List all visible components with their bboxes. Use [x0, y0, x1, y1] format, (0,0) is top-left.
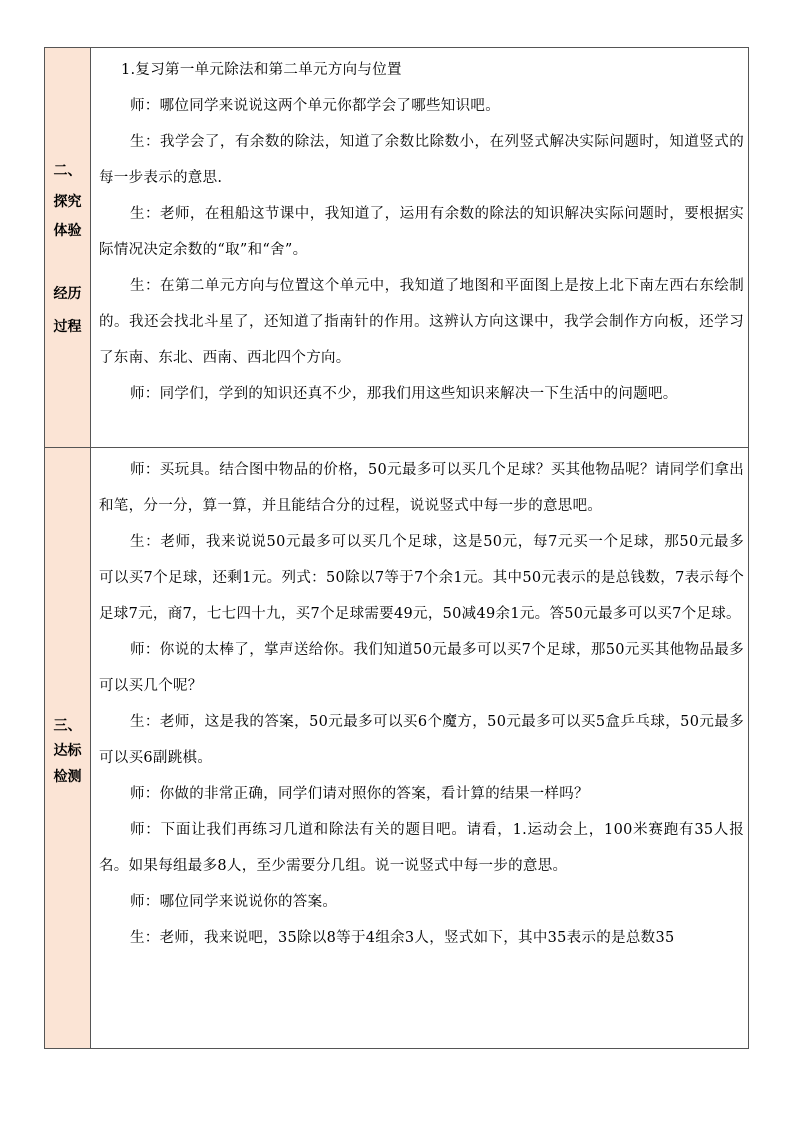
- paragraph: 师：哪位同学来说说你的答案。: [130, 894, 338, 910]
- paragraph: 生：老师，这是我的答案，50元最多可以买6个魔方，50元最多可以买5盒乒乓球，50元最多可以买6副跳棋。: [99, 714, 744, 766]
- paragraph: 生：在第二单元方向与位置这个单元中，我知道了地图和平面图上是按上北下南左西右东绘制的。我还会找北斗星了，还知道了指南针的作用。这辨认方向这课中，我学会制作方向板，还学习了东南、东北、西南、西北四个方向。: [99, 278, 744, 366]
- section-2-label-line: 过程: [53, 319, 82, 335]
- lesson-plan-table: [44, 47, 749, 1049]
- paragraph: 师：你说的太棒了，掌声送给你。我们知道50元最多可以买7个足球，那50元买其他物品最多可以买几个呢？: [99, 642, 744, 694]
- section-2-content: [91, 48, 749, 448]
- section-2-row: [45, 48, 749, 448]
- paragraph: 师：你做的非常正确，同学们请对照你的答案，看计算的结果一样吗？: [130, 786, 589, 802]
- section-3-label-line: 检测: [53, 769, 82, 785]
- paragraph: 师：哪位同学来说说这两个单元你都学会了哪些知识吧。: [130, 98, 500, 114]
- paragraph: 师：同学们，学到的知识还真不少，那我们用这些知识来解决一下生活中的问题吧。: [130, 386, 678, 402]
- section-2-label-line: 经历: [53, 286, 82, 302]
- paragraph: 1.复习第一单元除法和第二单元方向与位置: [121, 62, 402, 78]
- section-3-label-cell: [45, 448, 91, 1049]
- paragraph: 师：下面让我们再练习几道和除法有关的题目吧。请看，1.运动会上，100米赛跑有35人报名。如果每组最多8人，至少需要分几组。说一说竖式中每一步的意思。: [99, 822, 744, 874]
- section-3-content: [91, 448, 749, 1049]
- paragraph: 生：老师，我来说吧，35除以8等于4组余3人，竖式如下，其中35表示的是总数35: [130, 930, 675, 946]
- section-3-row: [45, 448, 749, 1049]
- section-2-label-line: 二、: [53, 163, 82, 179]
- section-2-label-line: 探究: [53, 194, 82, 210]
- paragraph: 生：老师，我来说说50元最多可以买几个足球，这是50元，每7元买一个足球，那50元最多可以买7个足球，还剩1元。列式：50除以7等于7个余1元。其中50元表示的是总钱数，7表示每个足球7元，商7，七七四十九，买7个足球需要49元，50减49余1元。答50元最多可以买7个足球。: [99, 534, 744, 622]
- paragraph: 生：我学会了，有余数的除法，知道了余数比除数小，在列竖式解决实际问题时，知道竖式的每一步表示的意思.: [99, 134, 744, 186]
- section-3-label-line: 达标: [53, 743, 82, 759]
- section-2-label-cell: [45, 48, 91, 448]
- paragraph: 师：买玩具。结合图中物品的价格，50元最多可以买几个足球？买其他物品呢？请同学们拿出和笔，分一分，算一算，并且能结合分的过程，说说竖式中每一步的意思吧。: [99, 462, 744, 514]
- paragraph: 生：老师，在租船这节课中，我知道了，运用有余数的除法的知识解决实际问题时，要根据实际情况决定余数的“取”和“舍”。: [99, 206, 744, 258]
- section-2-label-line: 体验: [53, 223, 82, 239]
- section-3-label-line: 三、: [53, 718, 82, 734]
